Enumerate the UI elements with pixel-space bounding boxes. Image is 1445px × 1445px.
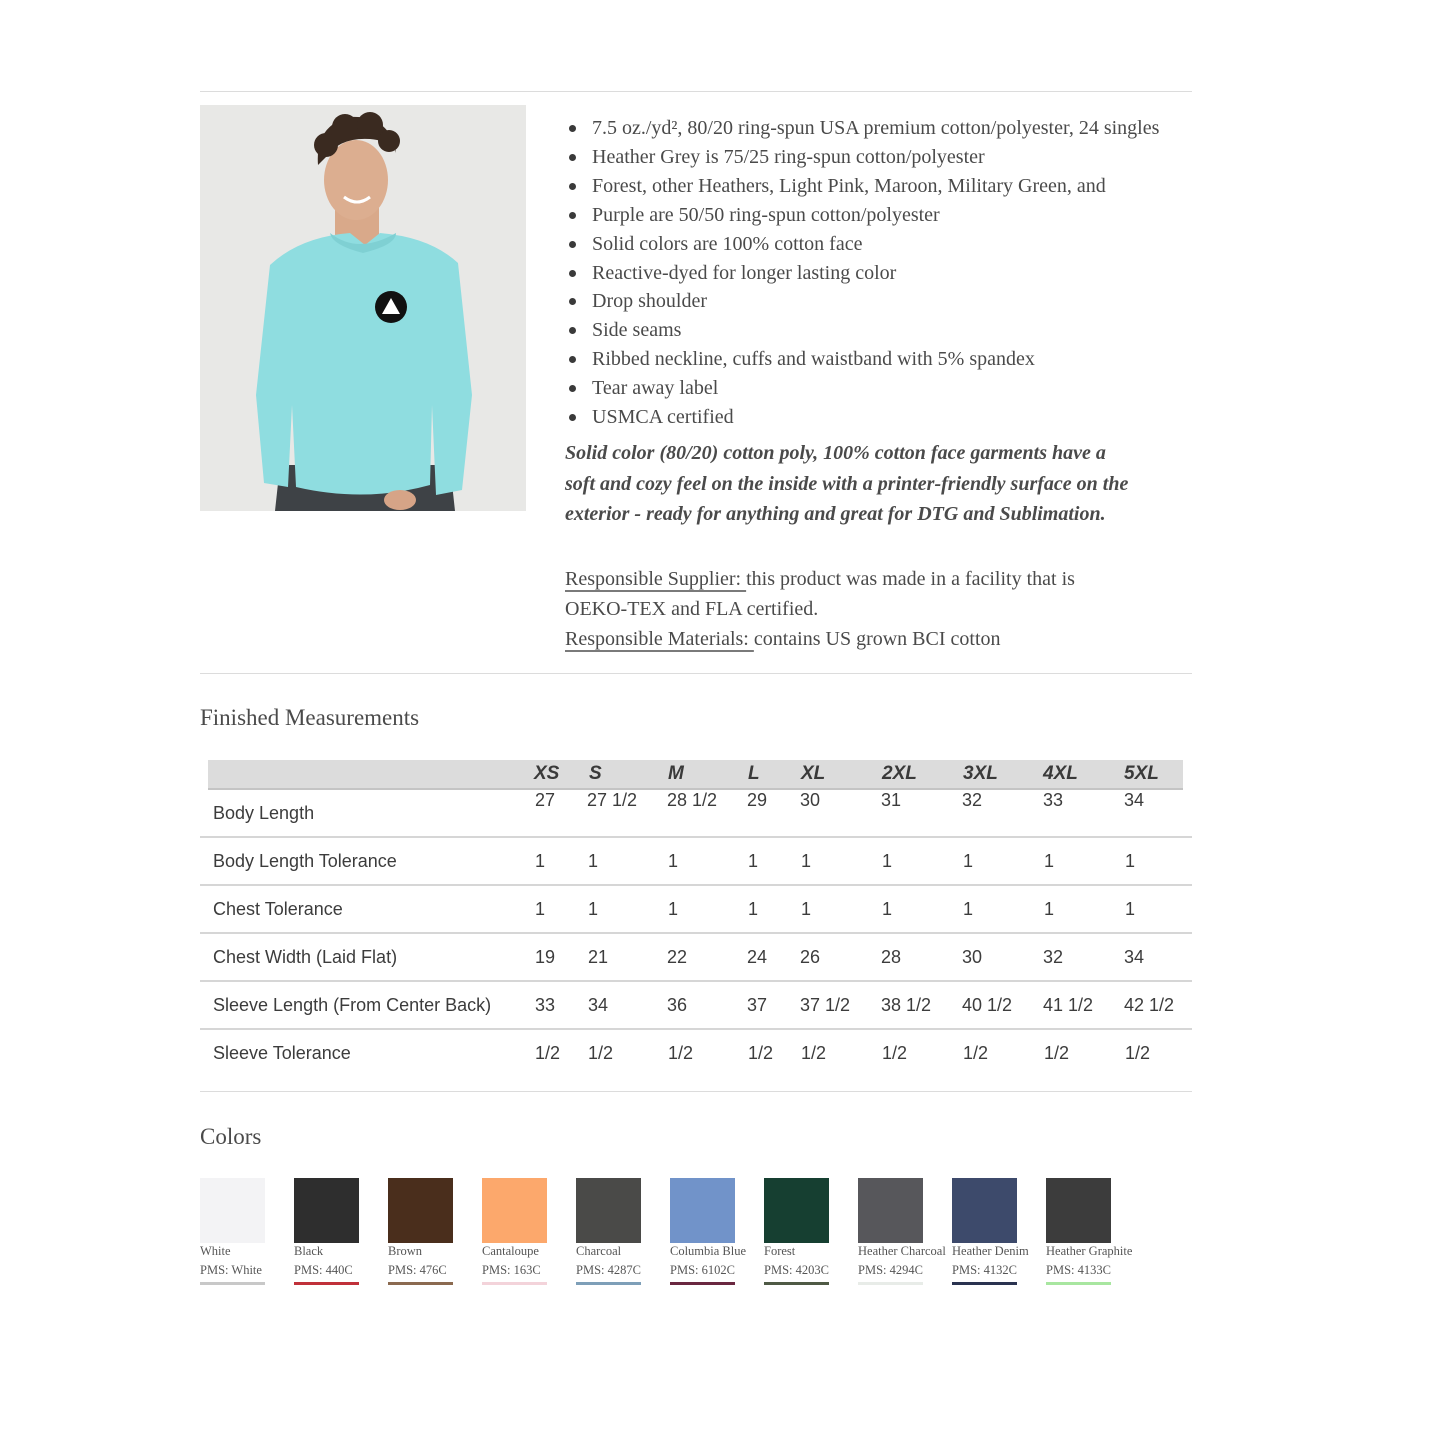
table-cell: 38 1/2 [881,995,932,1015]
table-cell: 32 [1043,947,1064,967]
color-swatch[interactable] [1046,1178,1133,1277]
table-cell: 1 [668,851,679,871]
table-cell: 1 [963,851,974,871]
feature-item: USMCA certified [565,403,1195,432]
feature-list [565,114,1195,432]
size-header: XS [534,763,560,784]
table-cell: 1/2 [1044,1043,1070,1063]
table-cell: 1 [668,899,679,919]
color-name: Black [294,1244,324,1258]
color-bar [670,1282,735,1285]
feature-item: Side seams [565,316,1195,345]
responsible-supplier-text-2: OEKO-TEX and FLA certified. [565,598,819,620]
color-chip[interactable] [482,1178,547,1243]
table-cell: 28 [881,947,902,967]
row-label: Body Length [213,803,315,823]
color-pms: PMS: 4133C [1046,1263,1111,1277]
size-header: 2XL [882,763,917,784]
fabric-note-line: soft and cozy feel on the inside with a printer-friendly surface on the [565,472,1129,495]
size-header: M [668,763,684,784]
color-swatch[interactable] [294,1178,360,1277]
table-cell: 1/2 [882,1043,908,1063]
table-cell: 34 [1124,947,1145,967]
table-cell: 1/2 [748,1043,774,1063]
table-row [200,790,1192,838]
color-swatch[interactable] [764,1178,830,1277]
responsible-supplier-cont [565,594,1185,624]
color-chip[interactable] [670,1178,735,1243]
color-pms: PMS: 440C [294,1263,353,1277]
table-cell: 1 [1044,899,1055,919]
table-cell: 40 1/2 [962,995,1013,1015]
size-header: 5XL [1124,763,1159,784]
table-cell: 1/2 [1125,1043,1151,1063]
top-divider [200,91,1192,92]
table-cell: 37 1/2 [800,995,851,1015]
table-cell: 42 1/2 [1124,995,1175,1015]
color-swatch[interactable] [388,1178,454,1277]
color-chip[interactable] [200,1178,265,1243]
table-row [200,934,1192,982]
table-cell: 26 [800,947,821,967]
color-swatch[interactable] [482,1178,548,1277]
responsible-materials-text: contains US grown BCI cotton [753,628,1001,650]
table-cell: 34 [1124,790,1145,810]
color-swatch[interactable] [952,1178,1029,1277]
table-cell: 1 [535,899,546,919]
table-cell: 1 [1125,899,1136,919]
color-chip[interactable] [952,1178,1017,1243]
color-pms: PMS: 4287C [576,1263,641,1277]
color-chip[interactable] [858,1178,923,1243]
color-bar [482,1282,547,1285]
feature-item: 7.5 oz./yd², 80/20 ring-spun USA premium cotton/polyester, 24 singles [565,114,1195,143]
colors-title: Colors [200,1124,262,1149]
table-cell: 1/2 [588,1043,614,1063]
table-cell: 1/2 [801,1043,827,1063]
table-cell: 1/2 [535,1043,561,1063]
table-cell: 30 [800,790,821,810]
color-pms: PMS: 6102C [670,1263,735,1277]
table-cell: 30 [962,947,983,967]
table-cell: 41 1/2 [1043,995,1094,1015]
color-pms: PMS: 4132C [952,1263,1017,1277]
color-name: Heather Charcoal [858,1244,946,1258]
table-cell: 1 [882,899,893,919]
table-row [200,838,1192,886]
responsible-materials [565,624,1185,654]
table-cell: 1 [801,851,812,871]
color-name: Charcoal [576,1244,622,1258]
color-name: White [200,1244,231,1258]
responsible-supplier-link[interactable]: Responsible Supplier: [565,568,747,590]
color-name: Columbia Blue [670,1244,747,1258]
table-row [200,982,1192,1030]
responsible-materials-link[interactable]: Responsible Materials: [565,628,754,650]
row-label: Chest Tolerance [213,899,343,919]
table-cell: 33 [1043,790,1064,810]
color-name: Heather Denim [952,1244,1029,1258]
feature-item: Ribbed neckline, cuffs and waistband with 5% spandex [565,345,1195,374]
divider [200,673,1192,674]
table-cell: 36 [667,995,688,1015]
color-swatch[interactable] [858,1178,946,1277]
responsible-supplier [565,564,1185,594]
feature-item: Drop shoulder [565,287,1195,316]
fabric-note-line: Solid color (80/20) cotton poly, 100% cotton face garments have a [565,442,1106,464]
table-cell: 1 [535,851,546,871]
table-cell: 1 [748,899,759,919]
color-name: Brown [388,1244,423,1258]
table-cell: 21 [588,947,609,967]
color-bar [1046,1282,1111,1285]
table-cell: 31 [881,790,902,810]
table-cell: 27 1/2 [587,790,638,810]
color-bar [952,1282,1017,1285]
color-chip[interactable] [764,1178,829,1243]
size-header: XL [801,763,826,784]
color-name: Forest [764,1244,796,1258]
feature-item: Reactive-dyed for longer lasting color [565,259,1195,288]
table-header [208,760,1183,790]
table-cell: 29 [747,790,768,810]
table-cell: 1 [1044,851,1055,871]
color-chip[interactable] [576,1178,641,1243]
size-header: S [589,763,602,784]
fabric-note [565,438,1175,530]
table-cell: 1 [748,851,759,871]
color-swatch[interactable] [200,1178,266,1277]
color-bar [858,1282,923,1285]
color-name: Cantaloupe [482,1244,539,1258]
table-cell: 1/2 [963,1043,989,1063]
table-row [200,1030,1192,1090]
table-cell: 28 1/2 [667,790,718,810]
table-cell: 34 [588,995,609,1015]
feature-item: Forest, other Heathers, Light Pink, Maroon, Military Green, and [565,172,1195,201]
color-bar [388,1282,453,1285]
color-pms: PMS: White [200,1263,262,1277]
color-name: Heather Graphite [1046,1244,1133,1258]
table-cell: 1 [588,851,599,871]
color-swatch[interactable] [576,1178,642,1277]
feature-item: Tear away label [565,374,1195,403]
size-header: L [748,763,760,784]
color-swatch[interactable] [670,1178,747,1277]
row-label: Sleeve Tolerance [213,1043,351,1063]
color-bar [576,1282,641,1285]
row-label: Chest Width (Laid Flat) [213,947,398,967]
row-label: Sleeve Length (From Center Back) [213,995,492,1015]
responsible-supplier-text: this product was made in a facility that is [746,568,1075,590]
feature-item: Solid colors are 100% cotton face [565,230,1195,259]
color-pms: PMS: 163C [482,1263,541,1277]
feature-item: Heather Grey is 75/25 ring-spun cotton/polyester [565,143,1195,172]
table-cell: 1 [588,899,599,919]
table-cell: 1/2 [668,1043,694,1063]
row-label: Body Length Tolerance [213,851,397,871]
table-cell: 1 [1125,851,1136,871]
table-cell: 19 [535,947,556,967]
table-row [200,886,1192,934]
color-pms: PMS: 4294C [858,1263,923,1277]
fabric-note-line: exterior - ready for anything and great for DTG and Sublimation. [565,503,1106,525]
size-header: 3XL [963,763,998,784]
color-bar [200,1282,265,1285]
table-cell: 1 [882,851,893,871]
table-cell: 27 [535,790,556,810]
table-cell: 24 [747,947,768,967]
feature-item: Purple are 50/50 ring-spun cotton/polyester [565,201,1195,230]
color-bar [764,1282,829,1285]
table-cell: 32 [962,790,983,810]
table-cell: 1 [963,899,974,919]
divider [200,1091,1192,1092]
color-chip[interactable] [388,1178,453,1243]
size-header: 4XL [1043,763,1078,784]
table-cell: 22 [667,947,688,967]
color-chip[interactable] [294,1178,359,1243]
measurements-title: Finished Measurements [200,705,420,730]
table-cell: 33 [535,995,556,1015]
color-chip[interactable] [1046,1178,1111,1243]
table-cell: 1 [801,899,812,919]
table-cell: 37 [747,995,768,1015]
color-pms: PMS: 4203C [764,1263,829,1277]
color-pms: PMS: 476C [388,1263,447,1277]
product-photo [200,105,526,511]
color-bar [294,1282,359,1285]
